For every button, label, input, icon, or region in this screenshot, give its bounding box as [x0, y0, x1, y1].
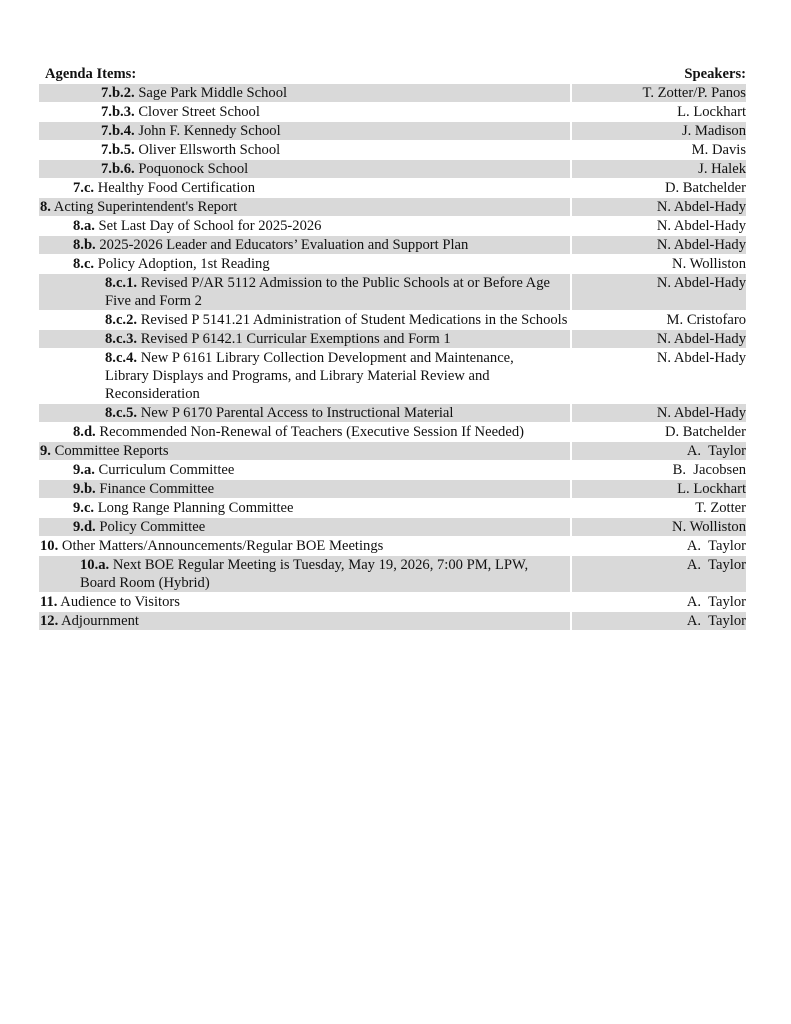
item-number: 8. — [40, 199, 51, 215]
item-title: Revised P 5141.21 Administration of Student Medications in the Schools — [140, 312, 568, 328]
item-title: Clover Street School — [138, 104, 260, 120]
item-title: Sage Park Middle School — [138, 85, 288, 101]
item-title: John F. Kennedy School — [138, 123, 281, 139]
agenda-row — [39, 556, 746, 592]
item-number: 12. — [40, 613, 59, 629]
item-speaker: N. Abdel-Hady — [656, 350, 746, 366]
item-speaker: M. Cristofaro — [666, 312, 746, 328]
agenda-row — [39, 311, 746, 329]
item-speaker: A. Taylor — [572, 442, 746, 460]
agenda-row — [39, 198, 746, 216]
item-speaker: N. Abdel-Hady — [572, 198, 746, 216]
item-title: Committee Reports — [54, 443, 169, 459]
item-speaker: N. Abdel-Hady — [572, 404, 746, 422]
item-title: Policy Adoption, 1st Reading — [97, 256, 270, 272]
item-speaker: L. Lockhart — [572, 480, 746, 498]
item-speaker: J. Madison — [572, 122, 746, 140]
item-speaker: L. Lockhart — [677, 104, 746, 120]
agenda-items-heading: Agenda Items: — [45, 66, 137, 82]
agenda-row — [39, 274, 746, 310]
agenda-row — [39, 518, 746, 536]
item-speaker: M. Davis — [691, 142, 746, 158]
item-number: 9.d. — [73, 519, 96, 535]
item-speaker: T. Zotter/P. Panos — [572, 84, 746, 102]
agenda-table — [39, 64, 746, 631]
agenda-row — [39, 593, 746, 611]
item-number: 7.b.4. — [101, 123, 135, 139]
agenda-row — [39, 349, 746, 403]
item-speaker: T. Zotter — [695, 500, 746, 516]
agenda-row — [39, 499, 746, 517]
agenda-row — [39, 236, 746, 254]
item-speaker: D. Batchelder — [664, 180, 746, 196]
item-title: New P 6170 Parental Access to Instructional Material — [140, 405, 454, 421]
item-title: Policy Committee — [99, 519, 206, 535]
agenda-row — [39, 141, 746, 159]
item-title: Oliver Ellsworth School — [138, 142, 281, 158]
item-title: Revised P 6142.1 Curricular Exemptions and Form 1 — [140, 331, 451, 347]
item-title: Adjournment — [61, 613, 139, 629]
agenda-row — [39, 330, 746, 348]
item-title: 2025-2026 Leader and Educators’ Evaluation and Support Plan — [99, 237, 469, 253]
agenda-row — [39, 480, 746, 498]
item-speaker: A. Taylor — [686, 594, 746, 610]
item-number: 9.c. — [73, 500, 95, 516]
item-title: Curriculum Committee — [98, 462, 235, 478]
item-number: 8.a. — [73, 218, 95, 234]
item-title: Healthy Food Certification — [97, 180, 255, 196]
agenda-row — [39, 537, 746, 555]
item-number: 10. — [40, 538, 59, 554]
item-number: 8.c.3. — [105, 331, 138, 347]
agenda-header — [39, 64, 746, 84]
item-speaker: A. Taylor — [572, 612, 746, 630]
item-title: Other Matters/Announcements/Regular BOE Meetings — [61, 538, 384, 554]
item-title: Acting Superintendent's Report — [53, 199, 238, 215]
item-speaker: D. Batchelder — [664, 424, 746, 440]
agenda-row — [39, 612, 746, 630]
item-title: Revised P/AR 5112 Admission to the Public Schools at or Before Age Five and Form 2 — [105, 275, 550, 309]
item-title: Recommended Non-Renewal of Teachers (Executive Session If Needed) — [99, 424, 524, 440]
item-title: Finance Committee — [99, 481, 215, 497]
item-number: 7.c. — [73, 180, 95, 196]
agenda-row — [39, 461, 746, 479]
agenda-row — [39, 160, 746, 178]
item-number: 9.a. — [73, 462, 95, 478]
item-number: 10.a. — [80, 557, 110, 573]
item-number: 8.c.4. — [105, 350, 138, 366]
item-number: 8.b. — [73, 237, 96, 253]
item-number: 7.b.2. — [101, 85, 135, 101]
item-number: 8.c.2. — [105, 312, 138, 328]
agenda-row — [39, 423, 746, 441]
agenda-row — [39, 217, 746, 235]
item-speaker: B. Jacobsen — [672, 462, 746, 478]
agenda-row — [39, 442, 746, 460]
agenda-row — [39, 404, 746, 422]
agenda-row — [39, 103, 746, 121]
item-speaker: A. Taylor — [686, 538, 746, 554]
item-number: 8.c.5. — [105, 405, 138, 421]
agenda-row — [39, 122, 746, 140]
item-speaker: N. Abdel-Hady — [572, 236, 746, 254]
item-speaker: N. Wolliston — [572, 518, 746, 536]
item-number: 7.b.5. — [101, 142, 135, 158]
item-title: New P 6161 Library Collection Development and Maintenance, Library Displays and Programs, and Library Material Review and Reconsideration — [105, 350, 514, 402]
item-speaker: N. Abdel-Hady — [572, 330, 746, 348]
item-title: Audience to Visitors — [60, 594, 180, 610]
item-number: 11. — [40, 594, 58, 610]
item-number: 8.c. — [73, 256, 95, 272]
item-title: Long Range Planning Committee — [97, 500, 294, 516]
item-speaker: N. Abdel-Hady — [656, 218, 746, 234]
item-speaker: A. Taylor — [572, 556, 746, 592]
item-title: Poquonock School — [138, 161, 249, 177]
agenda-row — [39, 179, 746, 197]
item-number: 7.b.6. — [101, 161, 135, 177]
item-title: Set Last Day of School for 2025-2026 — [98, 218, 322, 234]
item-number: 7.b.3. — [101, 104, 135, 120]
speakers-heading: Speakers: — [684, 66, 746, 82]
agenda-row — [39, 84, 746, 102]
item-number: 8.c.1. — [105, 275, 138, 291]
item-number: 9. — [40, 443, 51, 459]
item-speaker: N. Wolliston — [672, 256, 746, 272]
item-title: Next BOE Regular Meeting is Tuesday, May 19, 2026, 7:00 PM, LPW, Board Room (Hybrid) — [80, 557, 529, 591]
item-speaker: N. Abdel-Hady — [572, 274, 746, 310]
item-speaker: J. Halek — [572, 160, 746, 178]
item-number: 8.d. — [73, 424, 96, 440]
agenda-row — [39, 255, 746, 273]
item-number: 9.b. — [73, 481, 96, 497]
